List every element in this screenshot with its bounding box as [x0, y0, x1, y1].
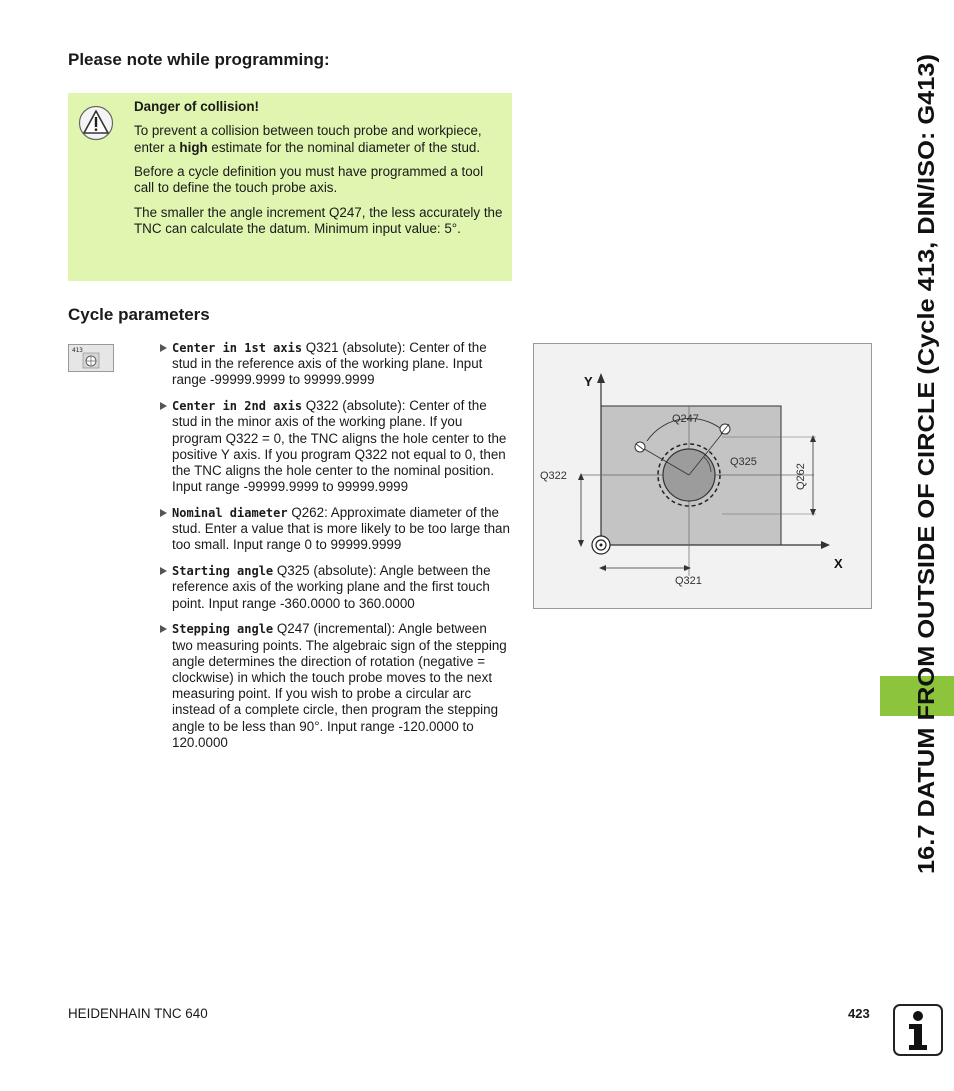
param-name: Center in 2nd axis	[172, 399, 303, 414]
param-center-1st-axis	[160, 340, 510, 389]
section-heading-programming: Please note while programming:	[68, 50, 330, 69]
param-description: Q321 (absolute): Center of the stud in the reference axis of the working plane. Input range -99999.9999 to 99999.9999	[172, 340, 487, 388]
param-name: Nominal diameter	[172, 506, 288, 521]
cycle-diagram	[533, 343, 872, 609]
warning-text	[134, 99, 504, 245]
label-q262: Q262	[795, 463, 807, 490]
bullet-triangle-icon	[160, 402, 167, 410]
param-name: Center in 1st axis	[172, 341, 303, 355]
bullet-triangle-icon	[160, 344, 167, 352]
param-starting-angle	[160, 563, 510, 612]
x-axis-label: X	[834, 556, 843, 571]
warning-triangle-icon	[78, 105, 114, 141]
param-description: Q247 (incremental): Angle between two measuring points. The algebraic sign of the stepping angle determines the direction of rotation (negative = clockwise) in which the touch probe moves to the next measuring point. If you wish to probe a circular arc instead of a complete circle, then program the stepping angle to be less than 90°. Input range -120.0000 to 120.0000	[172, 621, 507, 750]
warning-p1-text-end: estimate for the nominal diameter of the stud.	[207, 139, 481, 155]
x-axis-arrow-icon	[821, 541, 830, 549]
warning-paragraph-2: Before a cycle definition you must have programmed a tool call to define the touch probe axis.	[134, 163, 484, 196]
warning-p1-emphasis: high	[179, 139, 208, 155]
param-description: Q322 (absolute): Center of the stud in the minor axis of the working plane. If you program Q322 = 0, the TNC aligns the hole center to the positive Y axis. If you program Q322 not equal to 0, then the TNC aligns the hole center to the nominal position. Input range -99999.9999 to 99999.9999	[172, 398, 507, 495]
label-q247: Q247	[672, 413, 699, 425]
label-q322: Q322	[540, 470, 567, 482]
side-title-text: 16.7 DATUM FROM OUTSIDE OF CIRCLE (Cycle 413, DIN/ISO: G413)	[913, 131, 939, 874]
warning-p1-text: To prevent a collision between touch probe and workpiece, enter a	[134, 123, 482, 155]
page-number: 423	[848, 1006, 870, 1021]
param-name: Stepping angle	[172, 622, 274, 637]
y-axis-label: Y	[584, 374, 593, 389]
label-q321: Q321	[675, 575, 702, 587]
label-q325: Q325	[730, 456, 757, 468]
side-chapter-title	[897, 24, 947, 884]
param-description: Q262: Approximate diameter of the stud. Enter a value that is more likely to be too large than too small. Input range 0 to 99999.9999	[172, 505, 510, 553]
bullet-triangle-icon	[160, 625, 167, 633]
warning-note	[68, 93, 512, 281]
section-heading-cycle-parameters: Cycle parameters	[68, 305, 210, 324]
warning-paragraph-3: The smaller the angle increment Q247, the less accurately the TNC can calculate the datum. Minimum input value: 5°.	[134, 204, 503, 236]
param-stepping-angle	[160, 621, 510, 751]
cycle-icon-label: 413	[72, 347, 83, 354]
bullet-triangle-icon	[160, 509, 167, 517]
param-name: Starting angle	[172, 564, 274, 579]
param-center-2nd-axis	[160, 398, 510, 495]
y-axis-arrow-icon	[597, 373, 605, 383]
param-description: Q325 (absolute): Angle between the reference axis of the working plane and the first touch point. Input range -360.0000 to 360.0000	[172, 563, 491, 611]
footer-product: HEIDENHAIN TNC 640	[68, 1006, 208, 1021]
warning-title: Danger of collision!	[134, 99, 259, 114]
info-icon	[893, 1004, 943, 1056]
bullet-triangle-icon	[160, 567, 167, 575]
parameter-list	[160, 340, 510, 761]
cycle-413-icon	[68, 344, 114, 372]
param-nominal-diameter	[160, 505, 510, 554]
warning-paragraph-1	[134, 123, 504, 155]
